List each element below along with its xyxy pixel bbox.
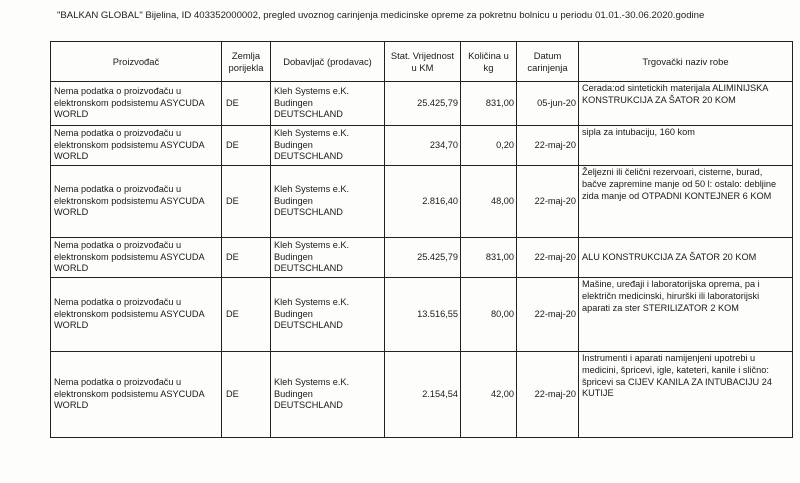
cell-value: 234,70 [385,126,461,166]
cell-date: 05-jun-20 [517,82,579,126]
table-row [51,352,793,438]
document-caption: "BALKAN GLOBAL" Bijelina, ID 403352000002, pregled uvoznog carinjenja medicinske opreme za pokretnu bolnicu u periodu 01.01.-30.06.2020.godine [57,10,705,21]
cell-producer: Nema podatka o proizvođaču u elektronskom podsistemu ASYCUDA WORLD [51,238,222,278]
cell-value: 25.425,79 [385,238,461,278]
cell-producer: Nema podatka o proizvođaču u elektronskom podsistemu ASYCUDA WORLD [51,82,222,126]
header-value: Stat. Vrijednost u KM [385,42,461,82]
cell-date: 22-maj-20 [517,238,579,278]
cell-date: 22-maj-20 [517,278,579,352]
cell-value: 13.516,55 [385,278,461,352]
cell-country: DE [222,126,271,166]
description-text: ALU KONSTRUKCIJA ZA ŠATOR 20 KOM [582,251,757,262]
description-text: Željezni ili čelični rezervoari, cisterne, burad, bačve zapremine manje od 50 l: ostalo: debljine zida manje od OTPADNI KONTEJNER 6 KOM [582,167,777,201]
table-row [51,278,793,352]
cell-supplier: Kleh Systems e.K. Budingen DEUTSCHLAND [271,126,385,166]
cell-description [579,82,793,126]
cell-quantity: 831,00 [461,238,517,278]
table-row [51,166,793,238]
cell-value: 25.425,79 [385,82,461,126]
cell-supplier: Kleh Systems e.K. Budingen DEUTSCHLAND [271,238,385,278]
header-producer: Proizvođač [51,42,222,82]
header-quantity: Količina u kg [461,42,517,82]
cell-producer: Nema podatka o proizvođaču u elektronskom podsistemu ASYCUDA WORLD [51,126,222,166]
cell-description [579,238,793,278]
cell-date: 22-maj-20 [517,166,579,238]
cell-supplier: Kleh Systems e.K. Budingen DEUTSCHLAND [271,352,385,438]
header-supplier: Dobavljač (prodavac) [271,42,385,82]
customs-table [50,41,793,438]
table-row [51,126,793,166]
cell-description [579,166,793,238]
cell-quantity: 831,00 [461,82,517,126]
cell-country: DE [222,82,271,126]
cell-country: DE [222,166,271,238]
header-description: Trgovački naziv robe [579,42,793,82]
cell-supplier: Kleh Systems e.K. Budingen DEUTSCHLAND [271,82,385,126]
cell-value: 2.816,40 [385,166,461,238]
cell-quantity: 42,00 [461,352,517,438]
cell-value: 2.154,54 [385,352,461,438]
cell-supplier: Kleh Systems e.K. Budingen DEUTSCHLAND [271,278,385,352]
table-row [51,82,793,126]
cell-quantity: 0,20 [461,126,517,166]
cell-producer: Nema podatka o proizvođaču u elektronskom podsistemu ASYCUDA WORLD [51,278,222,352]
header-country: Zemlja porijekla [222,42,271,82]
cell-date: 22-maj-20 [517,126,579,166]
cell-country: DE [222,352,271,438]
cell-description [579,352,793,438]
cell-supplier: Kleh Systems e.K. Budingen DEUTSCHLAND [271,166,385,238]
cell-country: DE [222,278,271,352]
header-date: Datum carinjenja [517,42,579,82]
cell-quantity: 80,00 [461,278,517,352]
description-text: Mašine, uređaji i laboratorijska oprema, pa i električn medicinski, hirurški ili laboratorijski aparati za ster STERILIZATOR 2 KOM [582,279,760,313]
description-text: Instrumenti i aparati namijenjeni upotrebi u medicini, špricevi, igle, kateteri, kanile i slično: špricevi sa CIJEV KANILA ZA INTUBACIJU 24 KUTIJE [582,353,772,399]
cell-quantity: 48,00 [461,166,517,238]
cell-producer: Nema podatka o proizvođaču u elektronskom podsistemu ASYCUDA WORLD [51,352,222,438]
cell-description [579,278,793,352]
description-text: Cerada:od sintetickih materijala ALIMINIJSKA KONSTRUKCIJA ZA ŠATOR 20 KOM [582,83,768,105]
cell-description [579,126,793,166]
table-row [51,238,793,278]
description-text: sipla za intubaciju, 160 kom [582,127,695,137]
cell-producer: Nema podatka o proizvođaču u elektronskom podsistemu ASYCUDA WORLD [51,166,222,238]
cell-country: DE [222,238,271,278]
cell-date: 22-maj-20 [517,352,579,438]
table-header-row [51,42,793,82]
